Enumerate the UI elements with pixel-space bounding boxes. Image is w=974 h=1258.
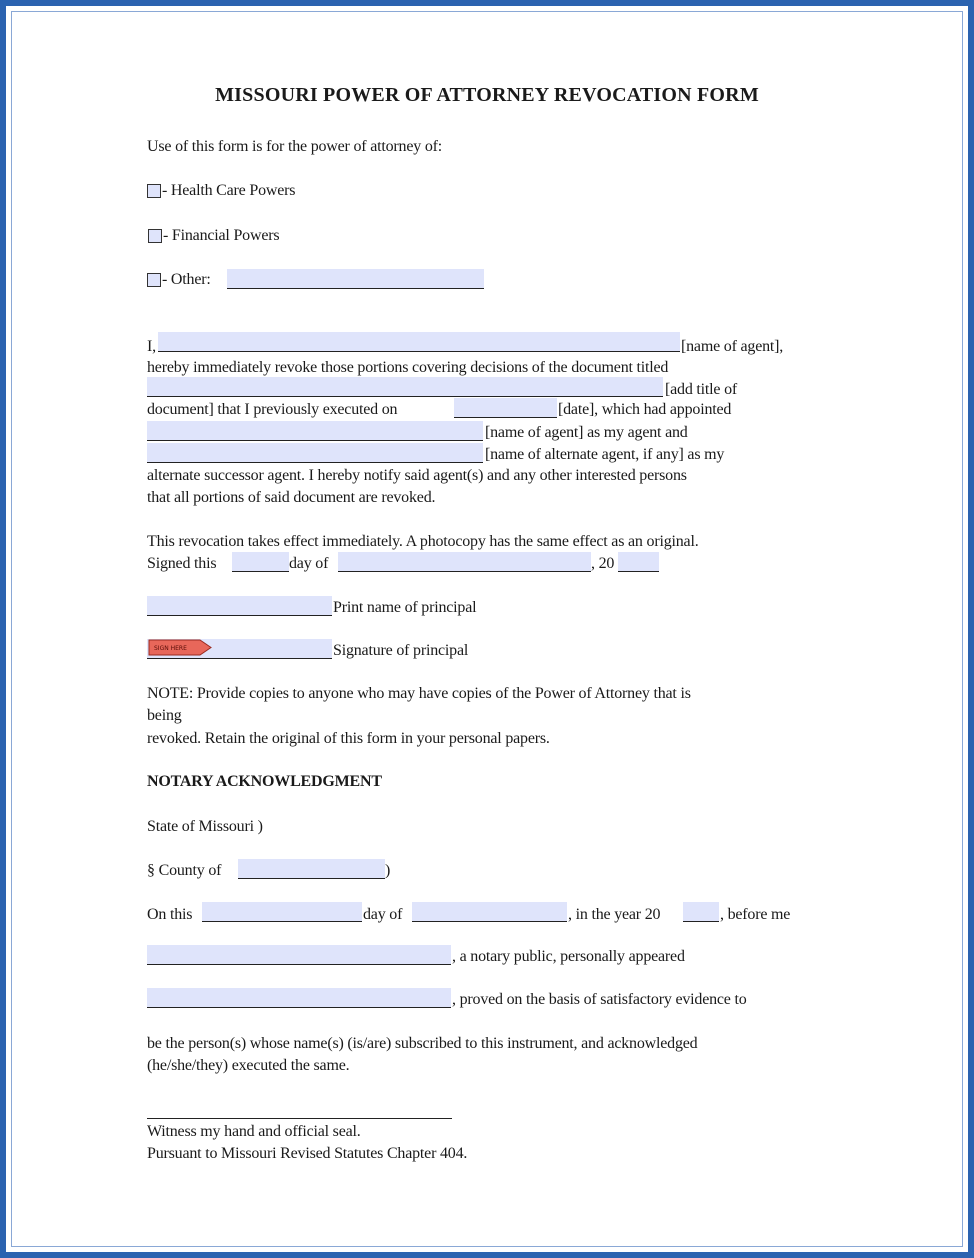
alternate-agent-field[interactable] xyxy=(147,443,483,463)
execution-date-label: [date], which had appointed xyxy=(558,401,732,418)
revocation-line-2: hereby immediately revoke those portions covering decisions of the document titled xyxy=(147,359,669,376)
signed-month-field[interactable] xyxy=(338,552,591,572)
sign-here-tag-text: SIGN HERE xyxy=(154,645,187,652)
health-care-label: - Health Care Powers xyxy=(162,182,296,199)
financial-checkbox[interactable] xyxy=(148,229,162,243)
county-field[interactable] xyxy=(238,859,385,879)
other-field[interactable] xyxy=(227,269,484,289)
sign-here-tag-icon xyxy=(148,639,212,656)
print-name-label: Print name of principal xyxy=(333,599,477,616)
notary-heading: NOTARY ACKNOWLEDGMENT xyxy=(147,773,382,790)
revocation-i: I, xyxy=(147,338,156,355)
notary-before-me: , before me xyxy=(720,906,791,923)
notary-statute: Pursuant to Missouri Revised Statutes Chapter 404. xyxy=(147,1145,468,1162)
notary-year-label: , in the year 20 xyxy=(568,906,661,923)
appointed-agent-label: [name of agent] as my agent and xyxy=(485,424,688,441)
notary-month-field[interactable] xyxy=(412,902,567,922)
notary-county-close: ) xyxy=(385,862,391,879)
execution-date-field[interactable] xyxy=(454,398,557,418)
effect-line-1: This revocation takes effect immediately. A photocopy has the same effect as an original. xyxy=(147,533,699,550)
appointed-agent-field[interactable] xyxy=(147,421,483,441)
notary-day-field[interactable] xyxy=(202,902,362,922)
note-line-3: revoked. Retain the original of this form in your personal papers. xyxy=(147,730,550,747)
print-name-field[interactable] xyxy=(147,596,332,616)
note-line-1: NOTE: Provide copies to anyone who may have copies of the Power of Attorney that is xyxy=(147,685,691,702)
signed-day-field[interactable] xyxy=(232,552,289,572)
signed-year-prefix: , 20 xyxy=(591,555,615,572)
agent-name-label: [name of agent], xyxy=(681,338,784,355)
notary-year-field[interactable] xyxy=(683,902,719,922)
signed-year-field[interactable] xyxy=(618,552,659,572)
financial-label: - Financial Powers xyxy=(163,227,280,244)
notary-signature-line[interactable] xyxy=(147,1118,452,1119)
notary-day-of-label: day of xyxy=(363,906,403,923)
signature-label: Signature of principal xyxy=(333,642,469,659)
notary-county-label: § County of xyxy=(147,862,222,879)
notary-public-label: , a notary public, personally appeared xyxy=(452,948,685,965)
notary-public-name-field[interactable] xyxy=(147,945,451,965)
note-line-2: being xyxy=(147,707,182,724)
intro-text: Use of this form is for the power of attorney of: xyxy=(147,138,443,155)
alternate-agent-label: [name of alternate agent, if any] as my xyxy=(485,446,725,463)
appearing-person-field[interactable] xyxy=(147,988,451,1008)
signed-day-of-label: day of xyxy=(289,555,329,572)
agent-name-field[interactable] xyxy=(158,332,680,352)
document-title-label: [add title of xyxy=(665,381,738,398)
notary-witness: Witness my hand and official seal. xyxy=(147,1123,361,1140)
revocation-line-4: document] that I previously executed on xyxy=(147,401,398,418)
health-care-checkbox[interactable] xyxy=(147,184,161,198)
notary-on-this-label: On this xyxy=(147,906,193,923)
document-title-field[interactable] xyxy=(147,377,663,397)
notary-person-line-2: (he/she/they) executed the same. xyxy=(147,1057,350,1074)
notary-person-line-1: be the person(s) whose name(s) (is/are) subscribed to this instrument, and acknowledged xyxy=(147,1035,698,1052)
notary-state: State of Missouri ) xyxy=(147,818,263,835)
form-title: MISSOURI POWER OF ATTORNEY REVOCATION FORM xyxy=(215,84,759,106)
other-checkbox[interactable] xyxy=(147,273,161,287)
notary-proved-label: , proved on the basis of satisfactory evidence to xyxy=(452,991,747,1008)
other-label: - Other: xyxy=(162,271,211,288)
revocation-line-7: alternate successor agent. I hereby notify said agent(s) and any other interested persons xyxy=(147,467,687,484)
revocation-line-8: that all portions of said document are revoked. xyxy=(147,489,436,506)
signed-this-label: Signed this xyxy=(147,555,217,572)
